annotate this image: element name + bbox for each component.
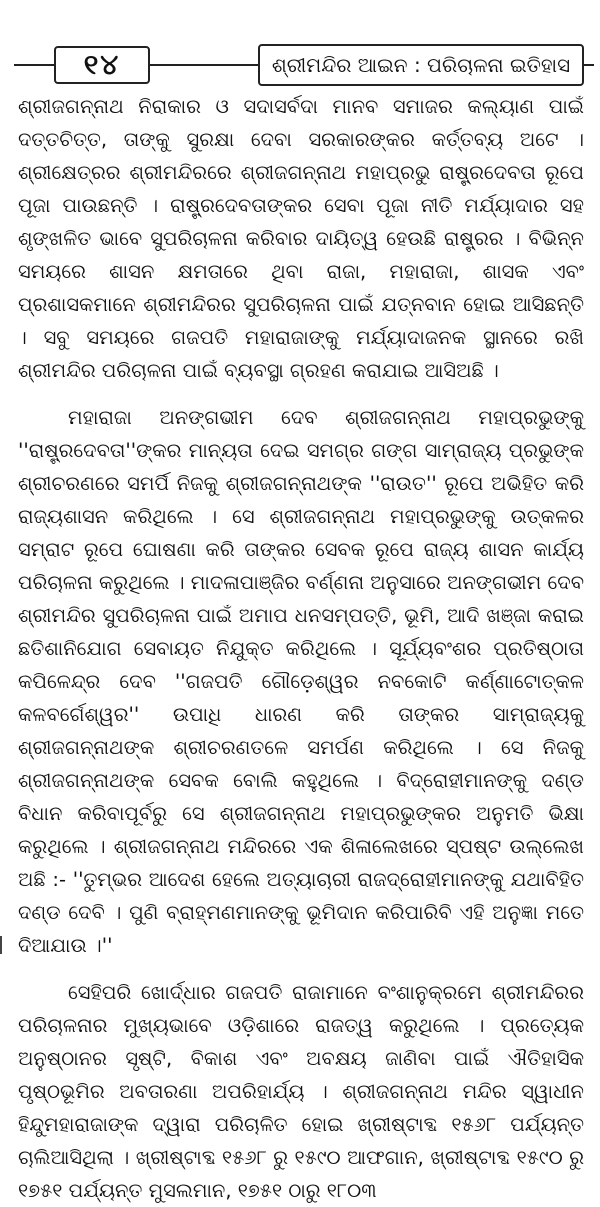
header-rule-right bbox=[582, 64, 594, 66]
paragraph-2: ମହାରାଜା ଅନଙ୍ଗଭୀମ ଦେବ ଶ୍ରୀଜଗନ୍ନାଥ ମହାପ୍ରଭୁଙ୍କୁ ''ରାଷ୍ଟ୍ରଦେବତା''ଙ୍କର ମାନ୍ୟତା ଦେଇ ସମଗ୍ର ଗଙ୍ଗ ସାମ୍ରାଜ୍ୟ ପ୍ରଭୁଙ୍କ ଶ୍ରୀଚରଣରେ ସମର୍ପି ନିଜକୁ ଶ୍ରୀଜଗନ୍ନାଥଙ୍କ ''ରାଉତ'' ରୂପେ ଅଭିହିତ କରି ରାଜ୍ୟଶାସନ କରିଥିଲେ । ସେ ଶ୍ରୀଜଗନ୍ନାଥ ମହାପ୍ରଭୁଙ୍କୁ ଉତ୍କଳର ସମ୍ରାଟ ରୂପେ ଘୋଷଣା କରି ତାଙ୍କର ସେବକ ରୂପେ ରାଜ୍ୟ ଶାସନ କାର୍ଯ୍ୟ ପରିଚାଳନା କରୁଥିଲେ । ମାଦଳାପାଞ୍ଜିର ବର୍ଣ୍ଣନା ଅନୁସାରେ ଅନଙ୍ଗଭୀମ ଦେବ ଶ୍ରୀମନ୍ଦିର ସୁପରିଚାଳନା ପାଇଁ ଅମାପ ଧନସମ୍ପତ୍ତି, ଭୂମି, ଆଦି ଖଞ୍ଜା କରାଇ ଛତିଶାନିଯୋଗ ସେବାୟତ ନିଯୁକ୍ତ କରିଥିଲେ । ସୂର୍ଯ୍ୟବଂଶର ପ୍ରତିଷ୍ଠାତା କପିଳେନ୍ଦ୍ର ଦେବ ''ଗଜପତି ଗୌଡ଼େଶ୍ୱର ନବକୋଟି କର୍ଣ୍ଣାଟୋତ୍କଳ କଳବର୍ଗେଶ୍ୱର'' ଉପାଧି ଧାରଣ କରି ତାଙ୍କର ସାମ୍ରାଜ୍ୟକୁ ଶ୍ରୀଜଗନ୍ନାଥଙ୍କ ଶ୍ରୀଚରଣତଳେ ସମର୍ପଣ କରିଥିଲେ । ସେ ନିଜକୁ ଶ୍ରୀଜଗନ୍ନାଥଙ୍କ ସେବକ ବୋଲି କହୁଥିଲେ । ବିଦ୍ରୋହୀମାନଙ୍କୁ ଦଣ୍ଡ ବିଧାନ କରିବାପୂର୍ବରୁ ସେ ଶ୍ରୀଜଗନ୍ନାଥ ମହାପ୍ରଭୁଙ୍କର ଅନୁମତି ଭିକ୍ଷା କରୁଥିଲେ । ଶ୍ରୀଜଗନ୍ନାଥ ମନ୍ଦିରରେ ଏକ ଶିଳାଲେଖରେ ସ୍ପଷ୍ଟ ଉଲ୍ଲେଖ ଅଛି :- ''ତୁମ୍ଭର ଆଦେଶ ହେଲେ ଅତ୍ୟାଚାରୀ ରାଜଦ୍ରୋହୀମାନଙ୍କୁ ଯଥାବିହିତ ଦଣ୍ଡ ଦେବି । ପୁଣି ବ୍ରାହ୍ମଣମାନଙ୍କୁ ଭୂମିଦାନ କରିପାରିବି ଏହି ଅନୁଜ୍ଞା ମତେ ଦିଆଯାଉ ।'' bbox=[18, 406, 584, 957]
page-number-box bbox=[54, 46, 150, 84]
page-number: ୧୪ bbox=[83, 48, 121, 81]
paragraph-1: ଶ୍ରୀଜଗନ୍ନାଥ ନିରାକାର ଓ ସଦାସର୍ବଦା ମାନବ ସମାଜର କଲ୍ୟାଣ ପାଇଁ ଦତ୍ତଚିତ୍ତ, ତାଙ୍କୁ ସୁରକ୍ଷା ଦେବା ସରକାରଙ୍କର କର୍ତ୍ତବ୍ୟ ଅଟେ । ଶ୍ରୀକ୍ଷେତ୍ରର ଶ୍ରୀମନ୍ଦିରରେ ଶ୍ରୀଜଗନ୍ନାଥ ମହାପ୍ରଭୁ ରାଷ୍ଟ୍ରଦେବତା ରୂପେ ପୂଜା ପାଉଛନ୍ତି । ରାଷ୍ଟ୍ରଦେବତାଙ୍କର ସେବା ପୂଜା ନୀତି ମର୍ଯ୍ୟାଦାର ସହ ଶୃଙ୍ଖଳିତ ଭାବେ ସୁପରିଚାଳନା କରିବାର ଦାୟିତ୍ୱ ହେଉଛି ରାଷ୍ଟ୍ରର । ବିଭିନ୍ନ ସମୟରେ ଶାସନ କ୍ଷମତାରେ ଥିବା ରାଜା, ମହାରାଜା, ଶାସକ ଏବଂ ପ୍ରଶାସକମାନେ ଶ୍ରୀମନ୍ଦିରର ସୁପରିଚାଳନା ପାଇଁ ଯତ୍ନବାନ ହୋଇ ଆସିଛନ୍ତି । ସବୁ ସମୟରେ ଗଜପତି ମହାରାଜାଙ୍କୁ ମର୍ଯ୍ୟାଦାଜନକ ସ୍ଥାନରେ ରଖି ଶ୍ରୀମନ୍ଦିର ପରିଚାଳନା ପାଇଁ ବ୍ୟବସ୍ଥା ଗ୍ରହଣ କରାଯାଇ ଆସିଅଛି । bbox=[18, 95, 584, 382]
page-header bbox=[0, 0, 600, 88]
page-body bbox=[18, 90, 584, 1207]
paragraph-3: ସେହିପରି ଖୋର୍ଦ୍ଧାର ଗଜପତି ରାଜାମାନେ ବଂଶାନୁକ୍ରମେ ଶ୍ରୀମନ୍ଦିରର ପରିଚାଳନାର ମୁଖ୍ୟଭାବେ ଓଡ଼ିଶାରେ ରାଜତ୍ୱ କରୁଥିଲେ । ପ୍ରତ୍ୟେକ ଅନୁଷ୍ଠାନର ସୃଷ୍ଟି, ବିକାଶ ଏବଂ ଅବକ୍ଷୟ ଜାଣିବା ପାଇଁ ଐତିହାସିକ ପୃଷ୍ଠଭୂମିର ଅବତାରଣା ଅପରିହାର୍ଯ୍ୟ । ଶ୍ରୀଜଗନ୍ନାଥ ମନ୍ଦିର ସ୍ୱାଧୀନ ହିନ୍ଦୁମହାରାଜାଙ୍କ ଦ୍ୱାରା ପରିଚାଳିତ ହୋଇ ଖ୍ରୀଷ୍ଟାବ୍ଦ ୧୫୬୮ ପର୍ଯ୍ୟନ୍ତ ଚାଲିଆସିଥିଲା । ଖ୍ରୀଷ୍ଟାବ୍ଦ ୧୫୬୮ ରୁ ୧୫୯୦ ଆଫଗାନ, ଖ୍ରୀଷ୍ଟାବ୍ଦ ୧୫୯୦ ରୁ ୧୭୫୧ ପର୍ଯ୍ୟନ୍ତ ମୁସଲମାନ, ୧୭୫୧ ଠାରୁ ୧୮୦୩ bbox=[18, 981, 584, 1202]
header-rule-left bbox=[14, 64, 54, 66]
margin-mark bbox=[0, 936, 7, 954]
running-title-box bbox=[258, 44, 584, 86]
header-rule-middle bbox=[150, 64, 258, 66]
running-title: ଶ୍ରୀମନ୍ଦିର ଆଇନ : ପରିଚାଳନା ଇତିହାସ bbox=[271, 53, 571, 77]
